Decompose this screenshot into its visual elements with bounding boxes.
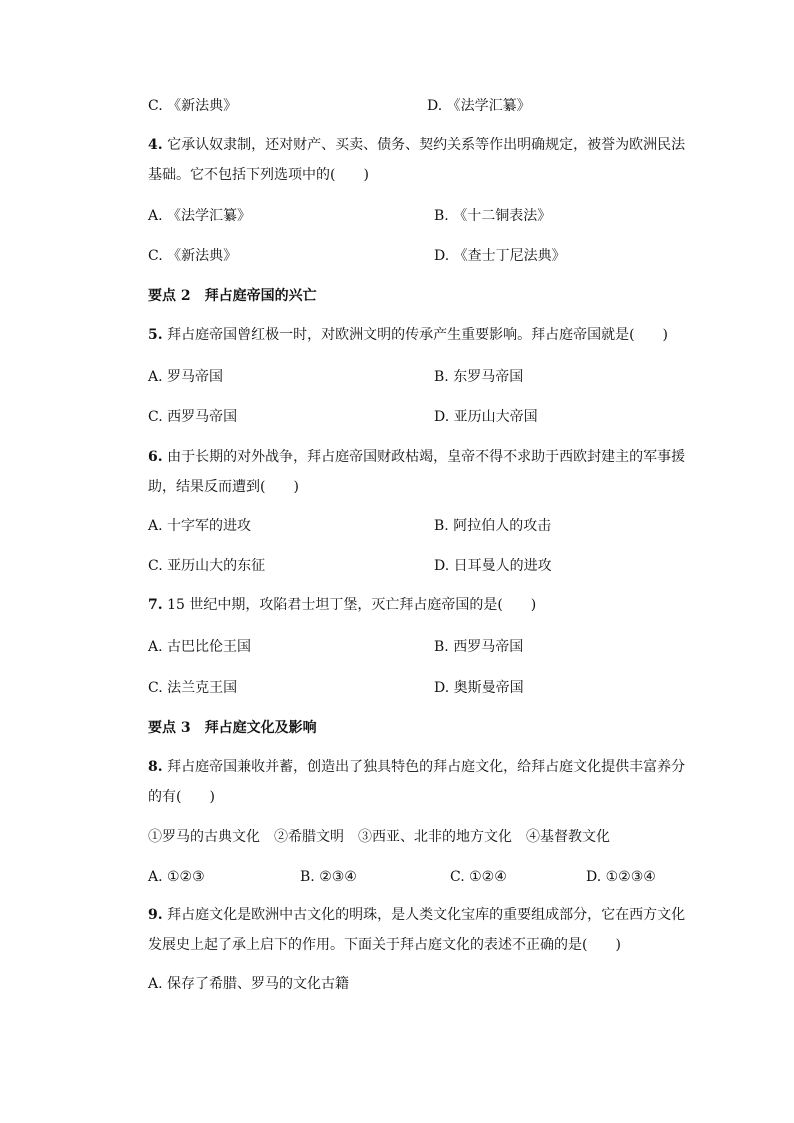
question-number: 4. <box>148 137 163 153</box>
q3-option-d: D. 《法学汇纂》 <box>427 98 531 114</box>
question-7 <box>148 590 688 620</box>
q5-option-d: D. 亚历山大帝国 <box>434 409 538 425</box>
q8-option-a: A. ①②③ <box>148 869 205 885</box>
q4-option-b: B. 《十二铜表法》 <box>434 208 552 224</box>
question-9 <box>148 900 688 960</box>
q8-statements: ①罗马的古典文化 ②希腊文明 ③西亚、北非的地方文化 ④基督教文化 <box>148 829 610 845</box>
question-number: 9. <box>148 907 163 923</box>
q5-option-b: B. 东罗马帝国 <box>434 369 524 385</box>
question-number: 5. <box>148 327 163 343</box>
question-5 <box>148 320 688 350</box>
section-heading-3: 要点 3 拜占庭文化及影响 <box>148 720 317 736</box>
section-heading-2: 要点 2 拜占庭帝国的兴亡 <box>148 288 317 304</box>
q6-option-a: A. 十字军的进攻 <box>148 518 252 534</box>
question-text: 由于长期的对外战争，拜占庭帝国财政枯竭，皇帝不得不求助于西欧封建主的军事援助，结果反而遭到( ) <box>148 449 686 495</box>
question-number: 8. <box>148 759 163 775</box>
q4-option-d: D. 《查士丁尼法典》 <box>434 248 566 264</box>
q5-option-a: A. 罗马帝国 <box>148 369 224 385</box>
q4-option-c: C. 《新法典》 <box>148 248 238 264</box>
q8-option-d: D. ①②③④ <box>586 869 656 885</box>
q7-option-c: C. 法兰克王国 <box>148 680 238 696</box>
q6-option-d: D. 日耳曼人的进攻 <box>434 558 552 574</box>
q8-option-c: C. ①②④ <box>450 869 507 885</box>
q8-option-b: B. ②③④ <box>300 869 357 885</box>
q3-option-c: C. 《新法典》 <box>148 98 238 114</box>
q4-option-a: A. 《法学汇纂》 <box>148 208 252 224</box>
question-6 <box>148 442 688 502</box>
q6-option-b: B. 阿拉伯人的攻击 <box>434 518 552 534</box>
q9-option-a: A. 保存了希腊、罗马的文化古籍 <box>148 976 350 992</box>
question-number: 6. <box>148 449 163 465</box>
question-number: 7. <box>148 597 163 613</box>
question-text: 它承认奴隶制，还对财产、买卖、债务、契约关系等作出明确规定，被誉为欧洲民法基础。它不包括下列选项中的( ) <box>148 137 686 183</box>
question-text: 拜占庭帝国兼收并蓄，创造出了独具特色的拜占庭文化，给拜占庭文化提供丰富养分的有( ) <box>148 759 686 805</box>
question-text: 拜占庭文化是欧洲中古文化的明珠，是人类文化宝库的重要组成部分，它在西方文化发展史上起了承上启下的作用。下面关于拜占庭文化的表述不正确的是( ) <box>148 907 686 953</box>
question-4 <box>148 130 688 190</box>
q5-option-c: C. 西罗马帝国 <box>148 409 238 425</box>
question-8 <box>148 752 688 812</box>
q7-option-b: B. 西罗马帝国 <box>434 639 524 655</box>
question-text: 拜占庭帝国曾红极一时，对欧洲文明的传承产生重要影响。拜占庭帝国就是( ) <box>162 327 668 343</box>
question-text: 15 世纪中期，攻陷君士坦丁堡，灭亡拜占庭帝国的是( ) <box>162 597 537 613</box>
q7-option-a: A. 古巴比伦王国 <box>148 639 252 655</box>
q7-option-d: D. 奥斯曼帝国 <box>434 680 524 696</box>
q6-option-c: C. 亚历山大的东征 <box>148 558 266 574</box>
